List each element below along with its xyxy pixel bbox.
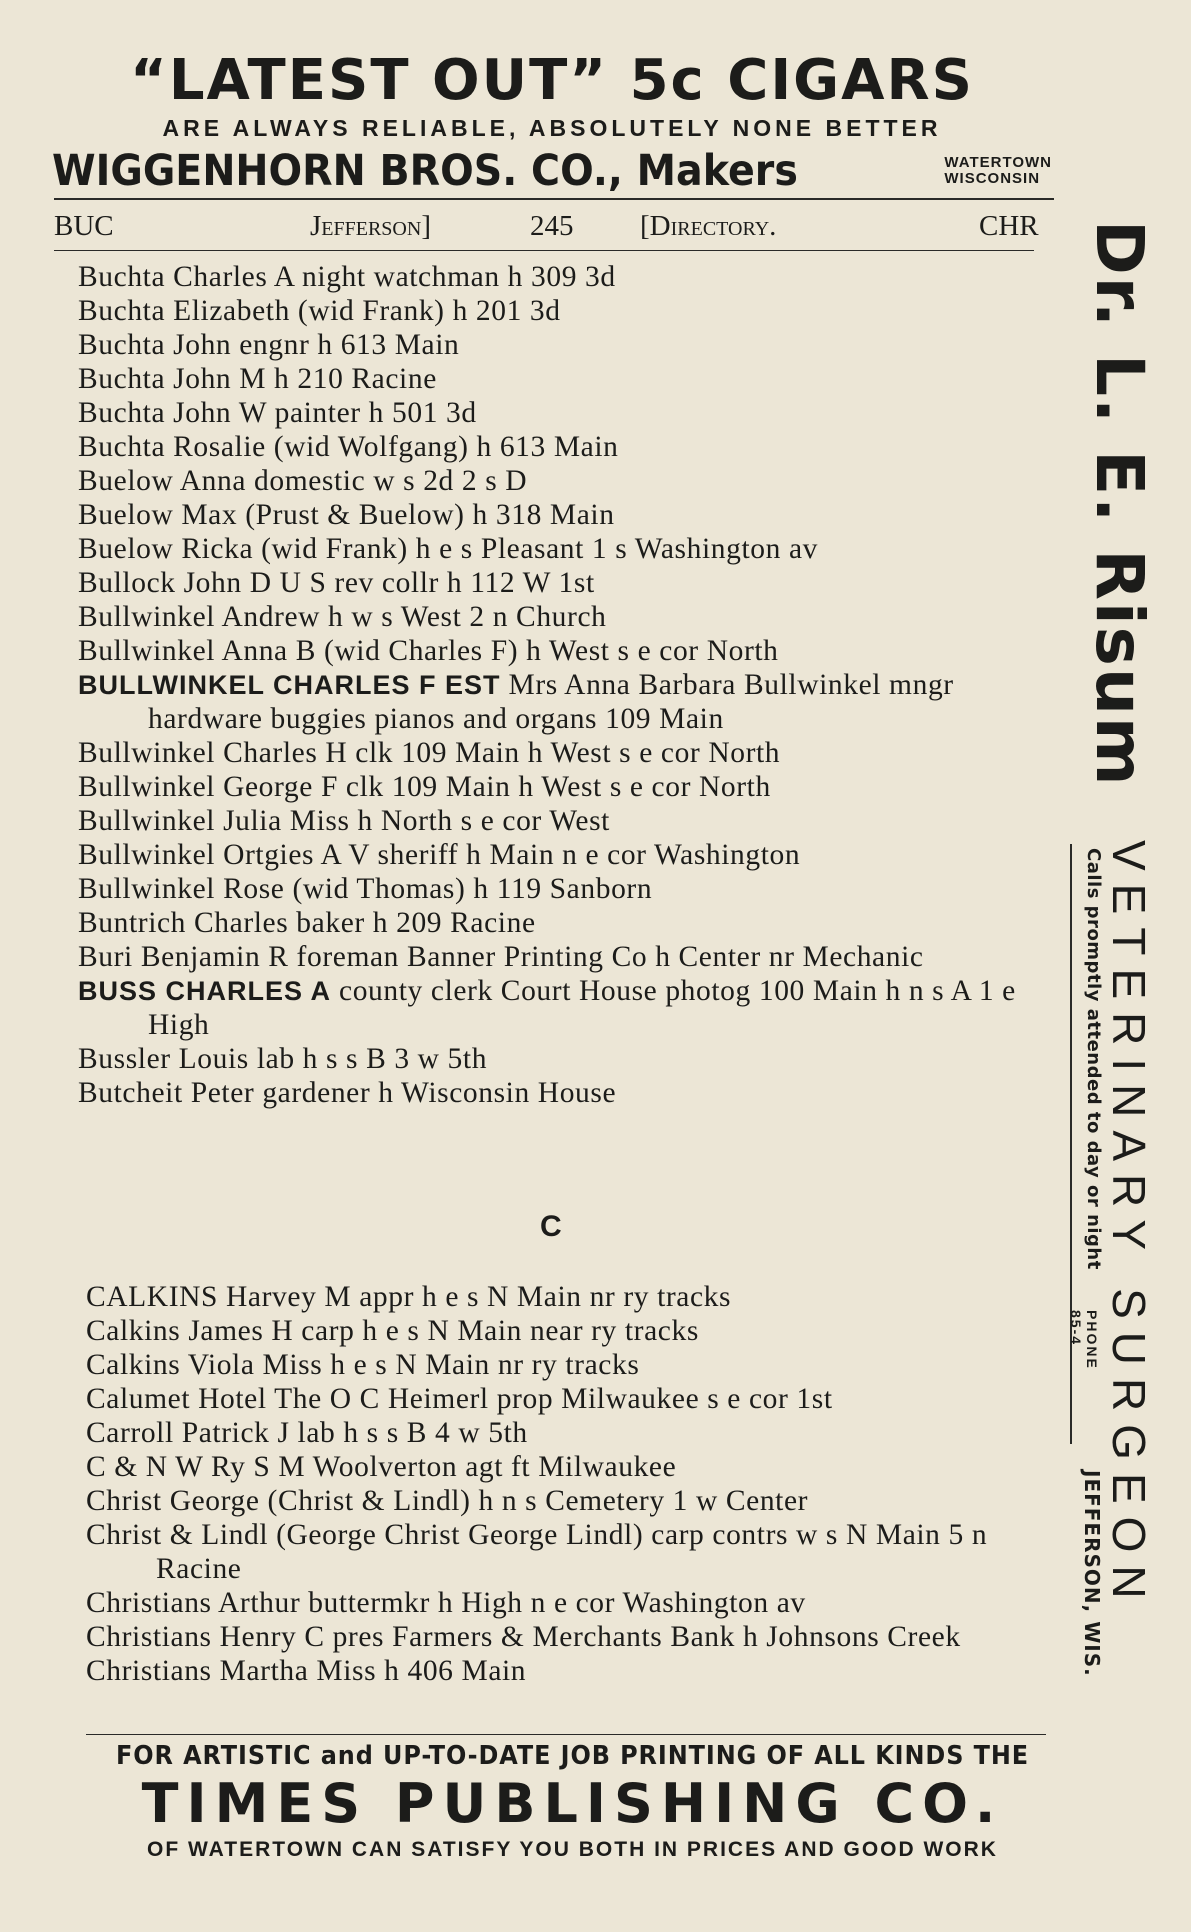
printing-ad-line1: FOR ARTISTIC and UP-TO-DATE JOB PRINTING OF ALL KINDS THE <box>115 1741 1030 1771</box>
running-head-rule <box>54 250 1034 251</box>
footer-rule <box>86 1734 1046 1735</box>
running-head <box>54 208 1054 244</box>
directory-entry: Buchta John M h 210 Racine <box>78 363 437 395</box>
directory-entry: Calumet Hotel The O C Heimerl prop Milwaukee s e cor 1st <box>86 1383 833 1415</box>
directory-entry: Calkins James H carp h e s N Main near ry tracks <box>86 1315 699 1347</box>
directory-entry: Buchta Rosalie (wid Wolfgang) h 613 Main <box>78 431 619 463</box>
cigar-ad-headline: “LATEST OUT” 5c CIGARS <box>130 48 974 113</box>
guide-word-right: CHR <box>979 210 1039 242</box>
footer-advertisement <box>70 1740 1075 1864</box>
directory-entry: Buelow Ricka (wid Frank) h e s Pleasant 1 s Washington av <box>78 533 818 565</box>
directory-entry: Bullwinkel Ortgies A V sheriff h Main n e cor Washington <box>78 839 801 871</box>
printing-ad-company: TIMES PUBLISHING CO. <box>141 1772 1004 1835</box>
directory-entry: Buri Benjamin R foreman Banner Printing Co h Center nr Mechanic <box>78 941 924 973</box>
directory-entry: Buchta Charles A night watchman h 309 3d <box>78 261 616 293</box>
directory-entry: Bullwinkel George F clk 109 Main h West s e cor North <box>78 771 771 803</box>
section-letter: C <box>540 1210 562 1243</box>
directory-entry: Christians Arthur buttermkr h High n e cor Washington av <box>86 1587 806 1619</box>
directory-entry: Bullwinkel Andrew h w s West 2 n Church <box>78 601 607 633</box>
directory-entry: CALKINS Harvey M appr h e s N Main nr ry tracks <box>86 1281 732 1313</box>
cigar-ad-maker-line <box>52 144 1052 198</box>
directory-entry: Buntrich Charles baker h 209 Racine <box>78 907 536 939</box>
directory-entry: Buchta Elizabeth (wid Frank) h 201 3d <box>78 295 561 327</box>
directory-entry: Christians Henry C pres Farmers & Merchants Bank h Johnsons Creek <box>86 1621 961 1653</box>
directory-entry: Buelow Max (Prust & Buelow) h 318 Main <box>78 499 615 531</box>
directory-entry: Carroll Patrick J lab h s s B 4 w 5th <box>86 1417 528 1449</box>
directory-entry: Bullwinkel Charles H clk 109 Main h West s e cor North <box>78 737 781 769</box>
running-head-book: Jefferson] <box>310 210 431 242</box>
guide-word-left: BUC <box>54 210 114 242</box>
directory-entry: Bullwinkel Julia Miss h North s e cor West <box>78 805 610 837</box>
vet-phone-number: 85-4 <box>1068 1310 1084 1347</box>
header-advertisement <box>52 48 1052 198</box>
directory-entries-c <box>86 1280 1051 1688</box>
vet-phone <box>1068 1310 1100 1370</box>
cigar-ad-maker: WIGGENHORN BROS. CO., Makers <box>52 146 798 196</box>
directory-entry: Bussler Louis lab h s s B 3 w 5th <box>78 1043 488 1075</box>
side-advertisement <box>1060 220 1180 1720</box>
directory-entry: Christ & Lindl (George Christ George Lindl) carp contrs w s N Main 5 n Racine <box>86 1519 988 1585</box>
directory-entries-b <box>78 260 1043 1110</box>
directory-entry: Calkins Viola Miss h e s N Main nr ry tracks <box>86 1349 640 1381</box>
directory-entry: Bullock John D U S rev collr h 112 W 1st <box>78 567 595 599</box>
directory-entry: Bullwinkel Anna B (wid Charles F) h West s e cor North <box>78 635 779 667</box>
vet-phone-label: PHONE <box>1084 1310 1100 1370</box>
directory-entry: BUSS CHARLES A county clerk Court House photog 100 Main h n s A 1 e High <box>78 975 1016 1041</box>
directory-entry: BULLWINKEL CHARLES F EST Mrs Anna Barbara Bullwinkel mngr hardware buggies pianos and organs 109 Main <box>78 669 954 735</box>
cigar-ad-tagline: ARE ALWAYS RELIABLE, ABSOLUTELY NONE BETTER <box>162 115 942 141</box>
vet-name: Dr. L. E. Risum <box>1081 220 1158 788</box>
directory-entry: Buelow Anna domestic w s 2d 2 s D <box>78 465 528 497</box>
directory-entry: C & N W Ry S M Woolverton agt ft Milwaukee <box>86 1451 677 1483</box>
directory-entry: Butcheit Peter gardener h Wisconsin House <box>78 1077 617 1109</box>
page-number: 245 <box>530 210 574 242</box>
vet-title: VETERINARY SURGEON <box>1103 840 1155 1612</box>
directory-entry: Buchta John engnr h 613 Main <box>78 329 460 361</box>
cigar-ad-place-state: WISCONSIN <box>944 170 1041 187</box>
vet-town: JEFFERSON, WIS. <box>1080 1470 1104 1677</box>
cigar-ad-place <box>944 155 1052 187</box>
running-head-directory: [Directory. <box>640 210 777 242</box>
directory-entry: Christians Martha Miss h 406 Main <box>86 1655 527 1687</box>
directory-entry: Bullwinkel Rose (wid Thomas) h 119 Sanborn <box>78 873 653 905</box>
printing-ad-line3: OF WATERTOWN CAN SATISFY YOU BOTH IN PRICES AND GOOD WORK <box>147 1838 998 1861</box>
vet-calls-note: Calls promptly attended to day or night <box>1083 848 1104 1270</box>
cigar-ad-place-city: WATERTOWN <box>944 154 1052 171</box>
directory-entry: Buchta John W painter h 501 3d <box>78 397 477 429</box>
header-rule <box>54 198 1054 200</box>
directory-entry: Christ George (Christ & Lindl) h n s Cemetery 1 w Center <box>86 1485 809 1517</box>
